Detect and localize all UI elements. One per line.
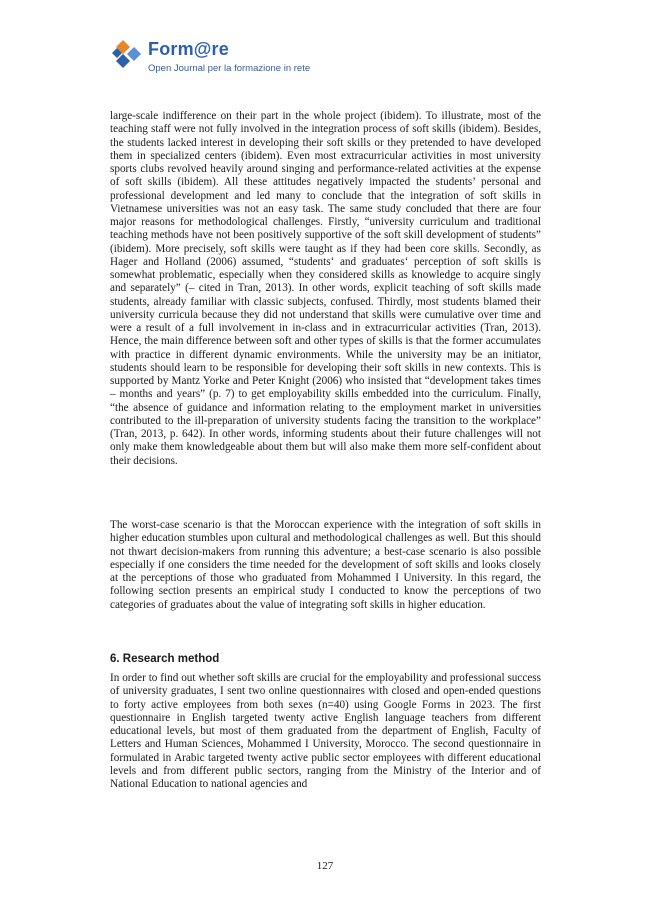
- logo-subtitle: Open Journal per la formazione in rete: [148, 63, 311, 74]
- logo-title: Form@re: [148, 39, 229, 59]
- body-paragraph-2: The worst-case scenario is that the Moroccan experience with the integration of soft skills in higher education stumbles upon cultural and methodological challenges as well. But this should not thwart decision-makers from running this adventure; a best-case scenario is also possible especially if one considers the time needed for the development of soft skills and looks closely at the perceptions of those who graduated from Mohammed I University. In this regard, the following section presents an empirical study I conducted to know the perceptions of two categories of graduates about the value of integrating soft skills in higher education.: [110, 519, 541, 611]
- journal-logo: [110, 37, 310, 83]
- page-number: 127: [316, 860, 334, 872]
- diamond-logo-icon: [110, 37, 146, 73]
- body-paragraph-1: large-scale indifference on their part in the whole project (ibidem). To illustrate, most of the teaching staff were not fully involved in the integration process of soft skills (ibidem). Besides, the students lacked interest in developing their soft skills or they pretended to have developed them in specialized centers (ibidem). Even most extracurricular activities in most university sports clubs revolved heavily around singing and performance-related activities at the expense of soft skills (ibidem). All these attitudes negatively impacted the students’ personal and professional development and led many to conclude that the integration of soft skills in Vietnamese universities was not an easy task. The same study concluded that there are four major reasons for methodological challenges. Firstly, “university curriculum and traditional teaching methods have not been positively supportive of the soft skill development of students” (ibidem). More precisely, soft skills were taught as if they had been core skills. Secondly, as Hager and Holland (2006) assumed, “students‘ and graduates‘ perception of soft skills is somewhat problematic, especially when they considered skills as knowledge to acquire singly and separately” (– cited in Tran, 2013). In other words, explicit teaching of soft skills made students, already familiar with classic subjects, confused. Thirdly, most students blamed their university curricula because they did not understand that skills were cumulative over time and were a result of a full involvement in in-class and in extracurricular activities (Tran, 2013). Hence, the main difference between soft and other types of skills is that the former accumulates with practice in different dynamic environments. While the university may be an initiator, students should learn to be responsible for developing their soft skills in new contexts. This is supported by Mantz Yorke and Peter Knight (2006) who insisted that “development takes times – months and years” (p. 7) to get employability skills embedded into the curriculum. Finally, “the absence of guidance and information relating to the employment market in universities contributed to the ill-preparation of university students facing the transition to the workplace” (Tran, 2013, p. 642). In other words, informing students about their future challenges will not only make them knowledgeable about them but will also make them more self-confident about their decisions.: [110, 110, 541, 467]
- body-paragraph-3: In order to find out whether soft skills are crucial for the employability and professional success of university graduates, I sent two online questionnaires with closed and open-ended questions to forty active employees from both sexes (n=40) using Google Forms in 2023. The first questionnaire in English targeted twenty active English language teachers from different educational levels, but most of them graduated from the department of English, Faculty of Letters and Human Sciences, Mohammed I University, Morocco. The second questionnaire in formulated in Arabic targeted twenty active public sector employees with different educational levels and from different public sectors, ranging from the Ministry of the Interior and of National Education to national agencies and: [110, 672, 541, 790]
- section-heading: 6. Research method: [110, 653, 220, 665]
